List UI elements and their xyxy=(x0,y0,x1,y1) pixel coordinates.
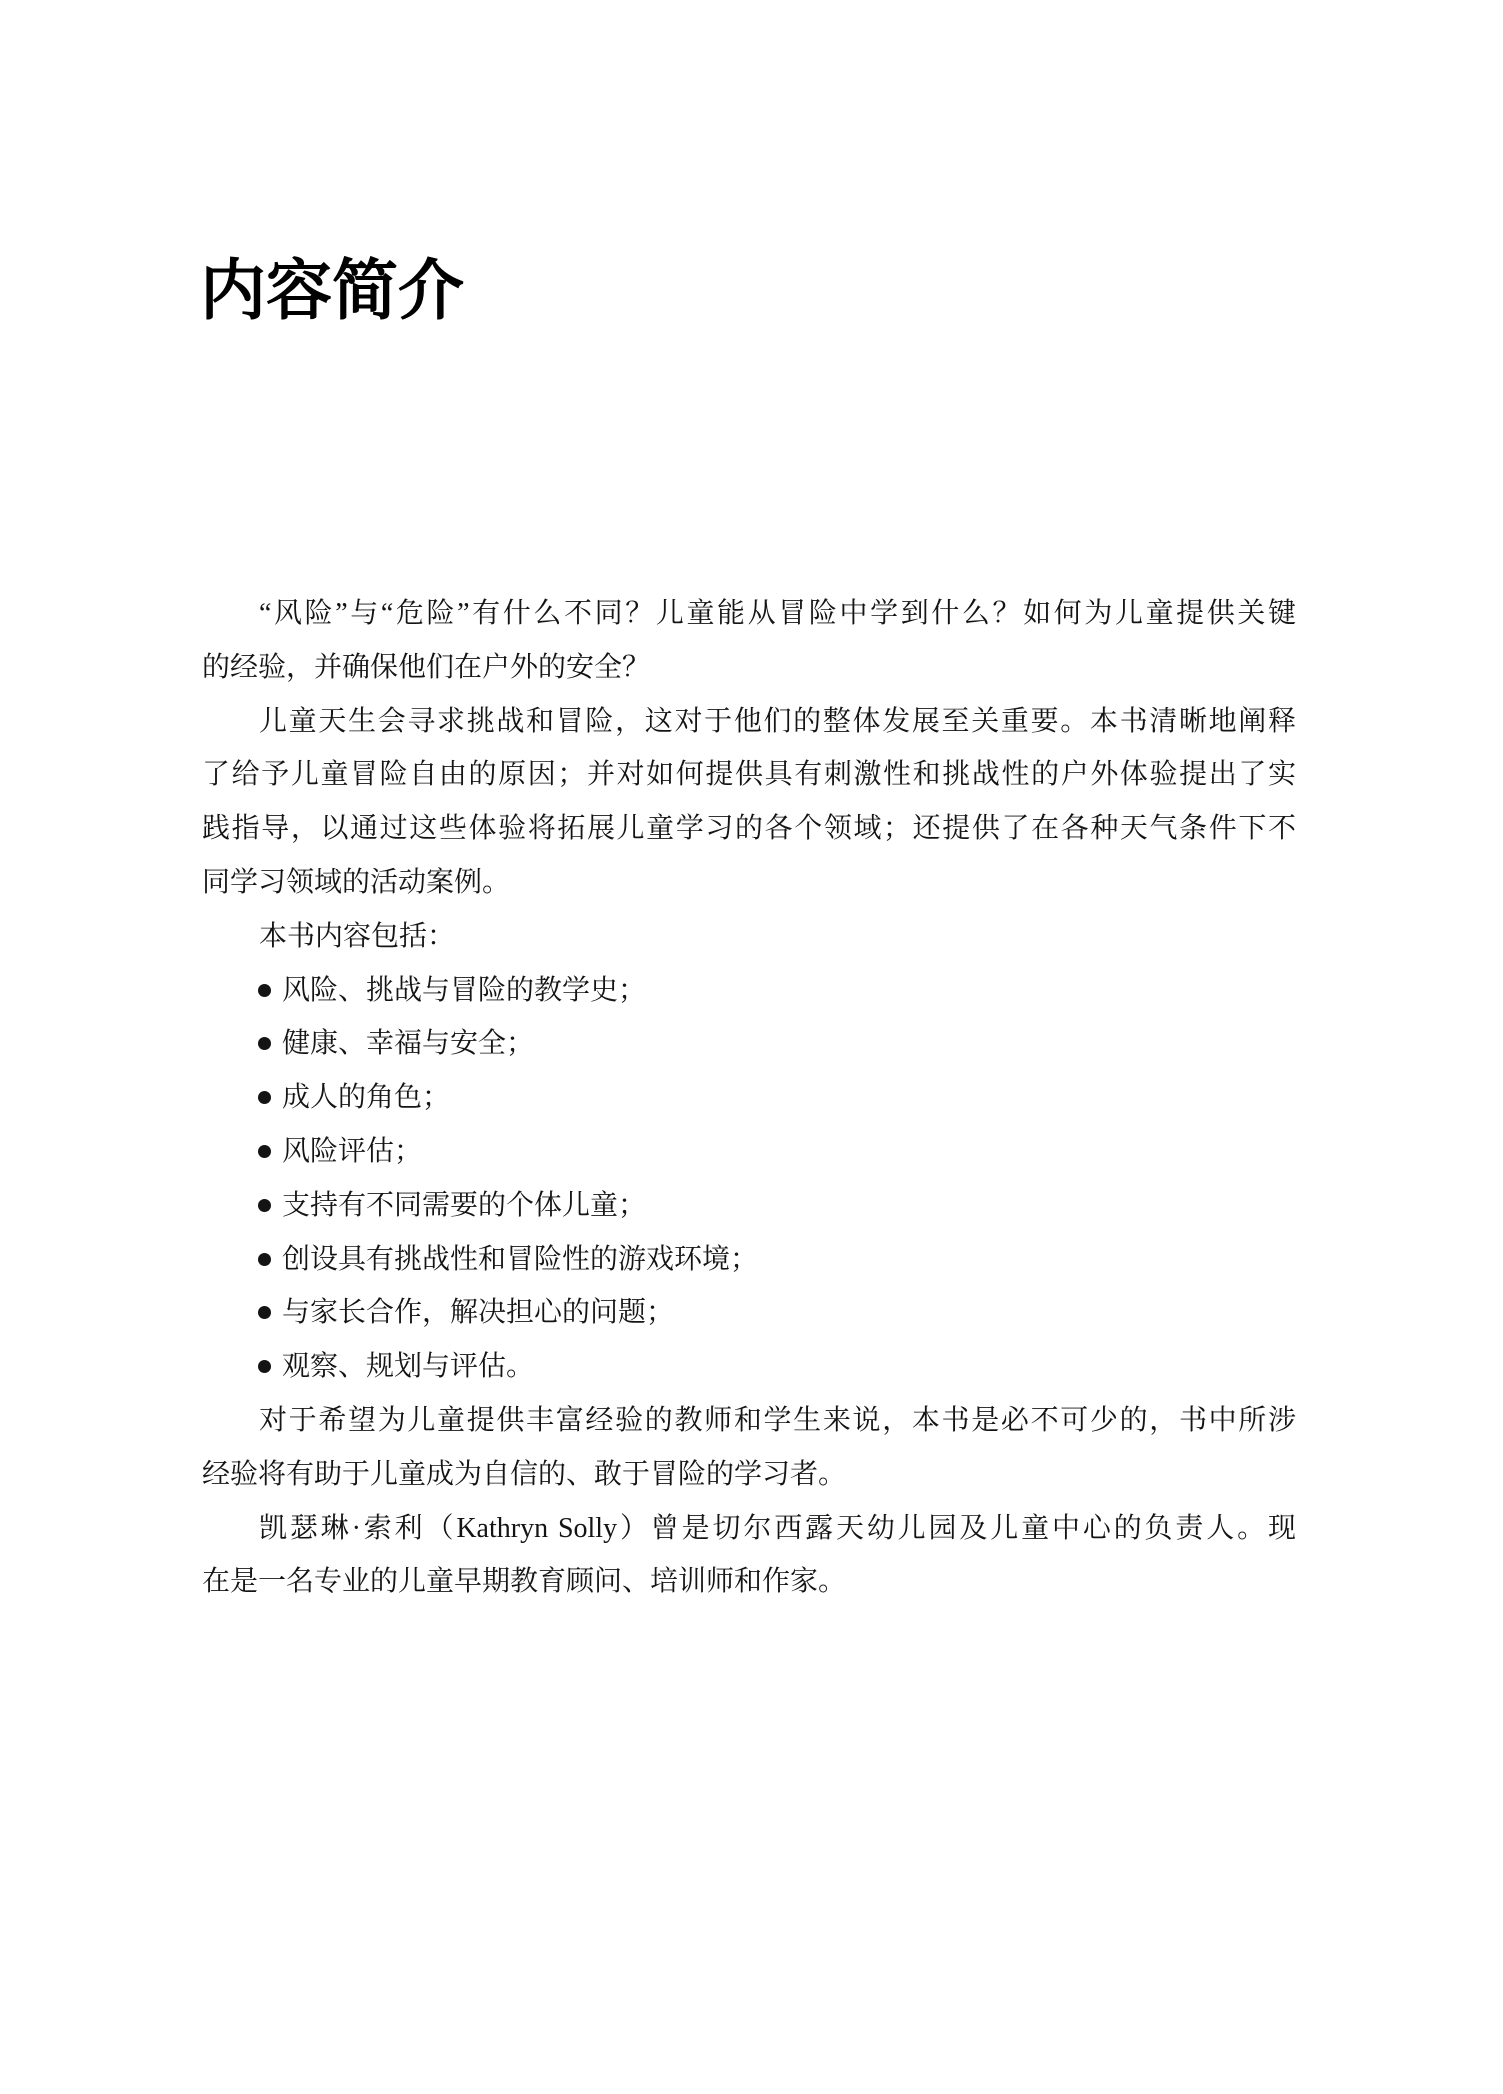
list-item xyxy=(202,1071,1296,1125)
bullet-icon xyxy=(258,984,271,997)
bullet-icon xyxy=(258,1199,271,1212)
list-item-text: 观察、规划与评估。 xyxy=(282,1351,535,1383)
paragraph-line: 在是一名专业的儿童早期教育顾问、培训师和作家。 xyxy=(202,1566,847,1598)
paragraph-line: 践指导，以通过这些体验将拓展儿童学习的各个领域；还提供了在各种天气条件下不 xyxy=(202,813,1296,845)
list-item-text: 支持有不同需要的个体儿童； xyxy=(282,1189,647,1221)
list-item xyxy=(202,964,1296,1018)
bullet-icon xyxy=(258,1360,271,1373)
list-item-text: 创设具有挑战性和冒险性的游戏环境； xyxy=(282,1243,759,1275)
paragraph-line: 了给予儿童冒险自由的原因；并对如何提供具有刺激性和挑战性的户外体验提出了实 xyxy=(202,759,1296,791)
list-item-text: 风险、挑战与冒险的教学史； xyxy=(282,974,647,1006)
page-title: 内容简介 xyxy=(200,255,464,328)
paragraph xyxy=(202,695,1296,910)
bullet-icon xyxy=(258,1306,271,1319)
bullet-icon xyxy=(258,1145,271,1158)
list-item xyxy=(202,1179,1296,1233)
list-item xyxy=(202,1017,1296,1071)
bullet-icon xyxy=(258,1037,271,1050)
paragraph-line: “风险”与“危险”有什么不同？儿童能从冒险中学到什么？如何为儿童提供关键 xyxy=(259,598,1296,629)
author-paragraph xyxy=(202,1502,1296,1610)
content-list xyxy=(202,964,1296,1394)
list-heading xyxy=(202,910,1296,964)
bullet-icon xyxy=(258,1091,271,1104)
bullet-icon xyxy=(258,1253,271,1266)
paragraph-line: 的经验，并确保他们在户外的安全？ xyxy=(202,651,651,683)
paragraph-line: 本书内容包括： xyxy=(259,920,456,952)
paragraph-line: 凯瑟琳·索利（Kathryn Solly）曾是切尔西露天幼儿园及儿童中心的负责人。现 xyxy=(259,1512,1296,1544)
list-item xyxy=(202,1340,1296,1394)
list-item-text: 与家长合作，解决担心的问题； xyxy=(282,1297,675,1329)
list-item xyxy=(202,1233,1296,1287)
list-item xyxy=(202,1286,1296,1340)
list-item-text: 健康、幸福与安全； xyxy=(282,1028,535,1060)
paragraph-line: 对于希望为儿童提供丰富经验的教师和学生来说，本书是必不可少的，书中所涉 xyxy=(259,1404,1296,1436)
paragraph xyxy=(202,587,1296,695)
list-item xyxy=(202,1125,1296,1179)
list-item-text: 成人的角色； xyxy=(282,1082,451,1114)
list-item-text: 风险评估； xyxy=(282,1135,423,1167)
paragraph xyxy=(202,1394,1296,1502)
paragraph-line: 经验将有助于儿童成为自信的、敢于冒险的学习者。 xyxy=(202,1458,847,1490)
intro-text xyxy=(202,587,1296,1609)
paragraph-line: 儿童天生会寻求挑战和冒险，这对于他们的整体发展至关重要。本书清晰地阐释 xyxy=(259,705,1296,737)
paragraph-line: 同学习领域的活动案例。 xyxy=(202,866,511,898)
